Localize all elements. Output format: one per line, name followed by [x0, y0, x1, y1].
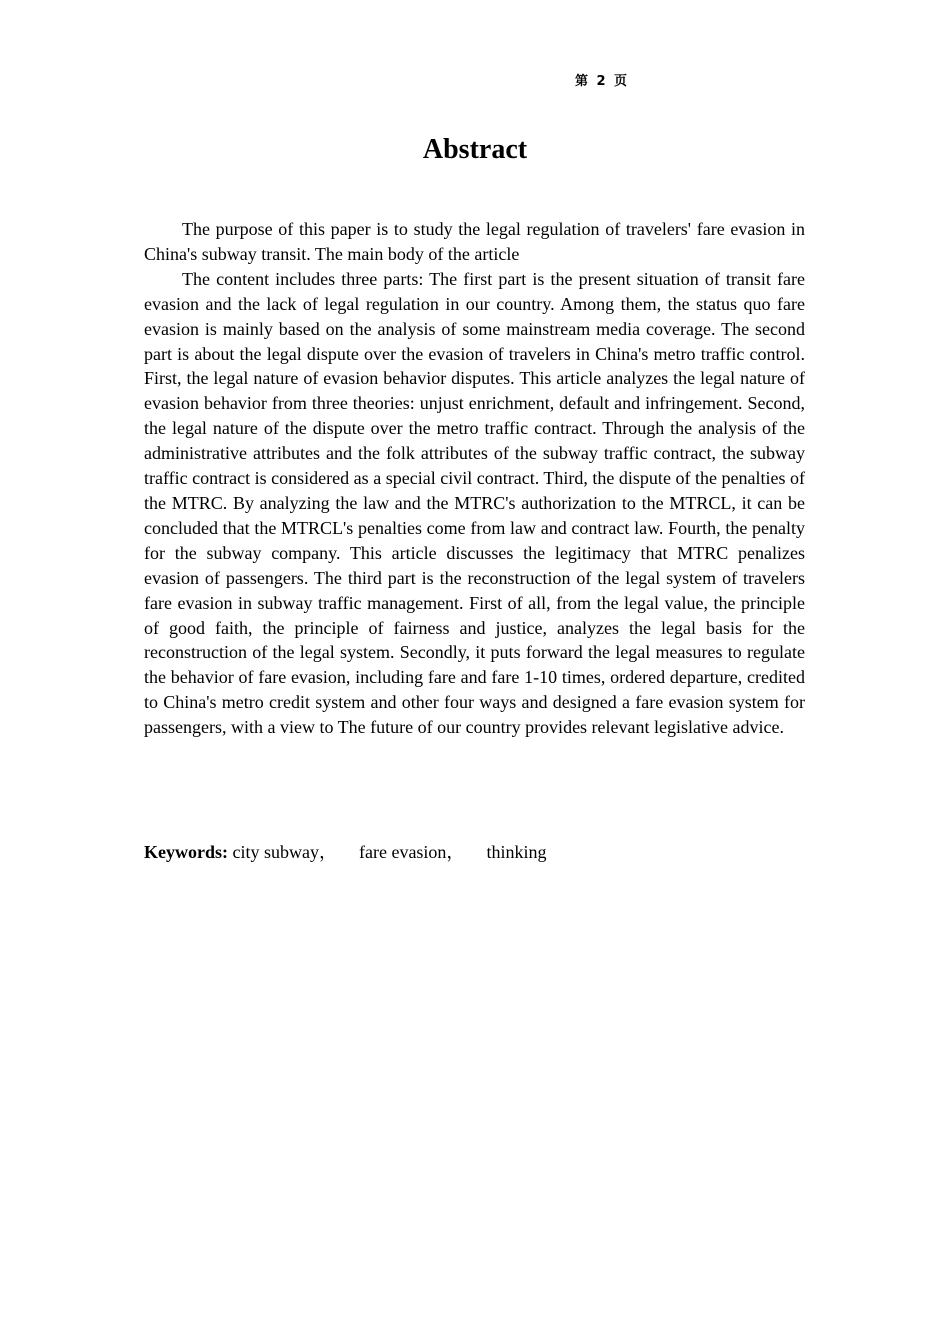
abstract-paragraph: The purpose of this paper is to study the legal regulation of travelers' fare evasion in China's subway transit. The main body of the article	[144, 219, 805, 264]
keywords-line	[144, 840, 805, 865]
keywords-label: Keywords:	[144, 842, 228, 862]
keyword-item: thinking	[486, 842, 547, 862]
page-number: 第 2 页	[574, 74, 630, 89]
keyword-item: fare evasion，	[358, 842, 465, 862]
abstract-title: Abstract	[422, 134, 528, 165]
abstract-paragraph: The content includes three parts: The first part is the present situation of transit fare evasion and the lack of legal regulation in our country. Among them, the status quo fare evasion is mainly based on the analysis of some mainstream media coverage. The second part is about the legal dispute over the evasion of travelers in China's metro traffic control. First, the legal nature of evasion behavior disputes. This article analyzes the legal nature of evasion behavior from three theories: unjust enrichment, default and infringement. Second, the legal nature of the dispute over the metro traffic contract. Through the analysis of the administrative attributes and the folk attributes of the subway traffic contract, the subway traffic contract is considered as a special civil contract. Third, the dispute of the penalties of the MTRC. By analyzing the law and the MTRC's authorization to the MTRCL, it can be concluded that the MTRCL's penalties come from law and contract law. Fourth, the penalty for the subway company. This article discusses the legitimacy that MTRC penalizes evasion of passengers. The third part is the reconstruction of the legal system of travelers fare evasion in subway traffic management. First of all, from the legal value, the principle of good faith, the principle of fairness and justice, analyzes the legal basis for the reconstruction of the legal system. Secondly, it puts forward the legal measures to regulate the behavior of fare evasion, including fare and fare 1-10 times, ordered departure, credited to China's metro credit system and other four ways and designed a fare evasion system for passengers, with a view to The future of our country provides relevant legislative advice.	[144, 268, 805, 738]
keyword-item: city subway，	[232, 842, 337, 862]
abstract-body	[144, 217, 805, 740]
